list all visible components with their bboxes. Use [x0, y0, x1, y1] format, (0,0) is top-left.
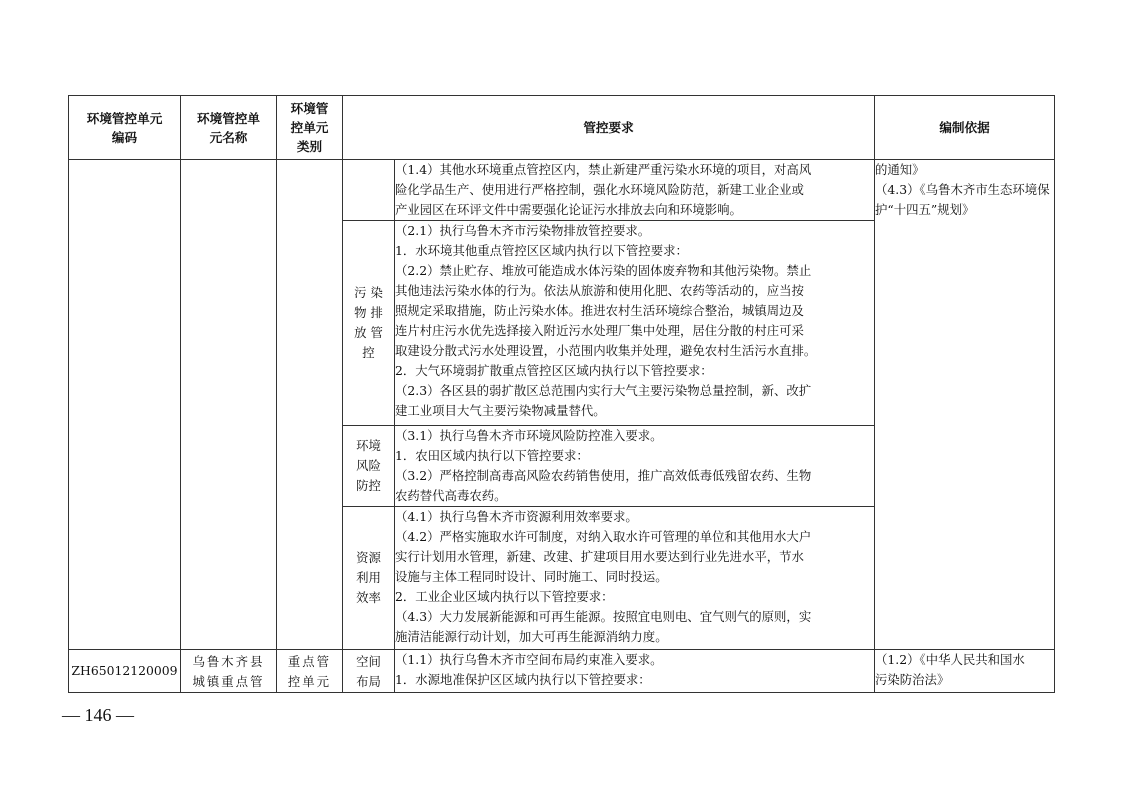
basis-cell: 的通知》 （4.3）《乌鲁木齐市生态环境保 护“十四五”规划》 — [875, 160, 1055, 650]
category-resource-efficiency: 资源 利用 效率 — [343, 507, 395, 650]
basis-cell: （1.2）《中华人民共和国水 污染防治法》 — [875, 650, 1055, 693]
page-number: — 146 — — [62, 705, 134, 725]
category-pollutant-emission: 污 染 物 排 放 管 控 — [343, 221, 395, 426]
table-row — [69, 650, 1055, 693]
category-environmental-risk: 环境 风险 防控 — [343, 426, 395, 507]
header-requirements: 管控要求 — [343, 96, 875, 160]
requirement-cell: （1.1）执行乌鲁木齐市空间布局约束准入要求。 1．水源地准保护区区域内执行以下管控要求： — [395, 650, 875, 693]
unit-name: 乌鲁木齐县 城镇重点管 — [181, 650, 277, 693]
cell-unit-code-empty — [69, 160, 181, 650]
unit-code: ZH65012120009 — [69, 650, 181, 693]
header-unit-name: 环境管控单 元名称 — [181, 96, 277, 160]
header-basis: 编制依据 — [875, 96, 1055, 160]
requirement-cell: （1.4）其他水环境重点管控区内，禁止新建严重污染水环境的项目，对高风 险化学品生产、使用进行严格控制，强化水环境风险防范，新建工业企业或 产业园区在环评文件中需要强化论证污水排放去向和环境影响。 — [395, 160, 875, 221]
table-row — [69, 160, 1055, 221]
cell-unit-name-empty — [181, 160, 277, 650]
header-unit-code: 环境管控单元 编码 — [69, 96, 181, 160]
cell-category-empty — [343, 160, 395, 221]
unit-type: 重点管 控单元 — [277, 650, 343, 693]
cell-unit-type-empty — [277, 160, 343, 650]
requirement-cell: （4.1）执行乌鲁木齐市资源利用效率要求。 （4.2）严格实施取水许可制度，对纳入取水许可管理的单位和其他用水大户 实行计划用水管理，新建、改建、扩建项目用水要达到行业先进水平，节水 设施与主体工程同时设计、同时施工、同时投运。 2．工业企业区域内执行以下管控要求： （4.3）大力发展新能源和可再生能源。按照宜电则电、宜气则气的原则，实 施清洁能源行动计划，加大可再生能源消纳力度。 — [395, 507, 875, 650]
control-unit-table — [68, 95, 1055, 693]
category-spatial-layout: 空间 布局 — [343, 650, 395, 693]
header-unit-type: 环境管 控单元 类别 — [277, 96, 343, 160]
requirement-cell: （2.1）执行乌鲁木齐市污染物排放管控要求。 1．水环境其他重点管控区区域内执行以下管控要求： （2.2）禁止贮存、堆放可能造成水体污染的固体废弃物和其他污染物。禁止 其他违法污染水体的行为。依法从旅游和使用化肥、农药等活动的，应当按 照规定采取措施，防止污染水体。推进农村生活环境综合整治，城镇周边及 连片村庄污水优先选择接入附近污水处理厂集中处理，居住分散的村庄可采 取建设分散式污水处理设置，小范围内收集并处理，避免农村生活污水直排。 2．大气环境弱扩散重点管控区区域内执行以下管控要求： （2.3）各区县的弱扩散区总范围内实行大气主要污染物总量控制，新、改扩 建工业项目大气主要污染物减量替代。 — [395, 221, 875, 426]
requirement-cell: （3.1）执行乌鲁木齐市环境风险防控准入要求。 1．农田区域内执行以下管控要求： （3.2）严格控制高毒高风险农药销售使用，推广高效低毒低残留农药、生物 农药替代高毒农药。 — [395, 426, 875, 507]
table-header-row — [69, 96, 1055, 160]
